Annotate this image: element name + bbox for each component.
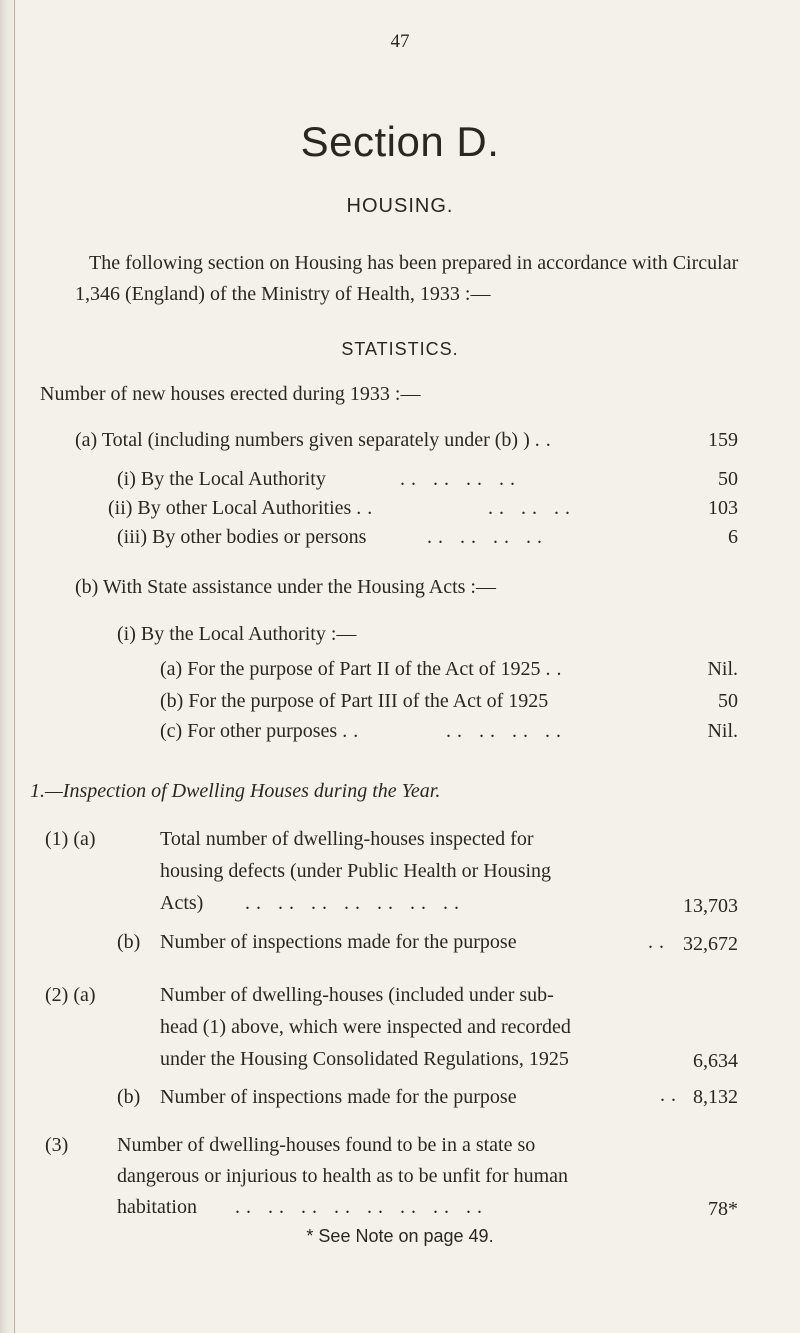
q1a-line-1: Total number of dwelling-houses inspected for <box>160 828 534 850</box>
leader-dots: .. <box>648 931 670 953</box>
state-item-1: (a) For the purpose of Part II of the Act of 1925 .. <box>160 658 568 680</box>
houses-item-3-value: 6 <box>728 526 738 548</box>
leader-dots: .. .. .. .. <box>427 526 548 548</box>
q2b-value: 8,132 <box>693 1086 738 1108</box>
q1b-label: Number of inspections made for the purpose <box>160 931 517 953</box>
state-item-1-value: Nil. <box>707 658 738 680</box>
section-title: Section D. <box>300 118 500 165</box>
q2a-number: (2) (a) <box>45 984 96 1006</box>
houses-item-3: (iii) By other bodies or persons <box>117 526 367 548</box>
state-item-2-value: 50 <box>718 690 738 712</box>
intro-text: The following section on Housing has been prepared in accordance with Circular 1,346 (England) of the Ministry of Health, 1933 :— <box>75 252 739 305</box>
q3-value: 78* <box>708 1198 738 1220</box>
footnote: * See Note on page 49. <box>306 1226 494 1246</box>
inspection-heading: 1.—Inspection of Dwelling Houses during the Year. <box>30 780 441 802</box>
q2a-value: 6,634 <box>693 1050 738 1072</box>
q1a-value: 13,703 <box>683 895 738 917</box>
intro-paragraph <box>75 248 765 310</box>
q2b-label: Number of inspections made for the purpose <box>160 1086 517 1108</box>
q2a-line-1: Number of dwelling-houses (included under sub- <box>160 984 554 1006</box>
statistics-heading: STATISTICS. <box>341 339 459 359</box>
leader-dots: .. .. .. .. .. .. .. .. <box>235 1196 488 1218</box>
leader-dots: .. .. .. .. .. .. .. <box>245 892 465 914</box>
q2a-line-2: head (1) above, which were inspected and recorded <box>160 1016 571 1038</box>
state-item-3-value: Nil. <box>707 720 738 742</box>
q1b-value: 32,672 <box>683 933 738 955</box>
leader-dots: .. .. .. .. <box>446 720 567 742</box>
houses-item-2: (ii) By other Local Authorities .. <box>108 497 379 519</box>
state-assistance-heading: (b) With State assistance under the Housing Acts :— <box>75 576 496 598</box>
total-value: 159 <box>708 429 738 451</box>
houses-item-1: (i) By the Local Authority <box>117 468 326 490</box>
q3-line-2: dangerous or injurious to health as to be unfit for human <box>117 1165 569 1187</box>
q3-number: (3) <box>45 1134 69 1156</box>
state-item-2: (b) For the purpose of Part III of the Act of 1925 <box>160 690 549 712</box>
total-label: (a) Total (including numbers given separately under (b) ) .. <box>75 429 557 451</box>
q1a-line-3: Acts) <box>160 892 204 914</box>
leader-dots: .. .. .. <box>488 497 576 519</box>
q2b-number: (b) <box>117 1086 141 1108</box>
q1a-line-2: housing defects (under Public Health or Housing <box>160 860 552 882</box>
q3-line-3: habitation <box>117 1196 197 1218</box>
state-item-3: (c) For other purposes .. <box>160 720 365 742</box>
leader-dots: .. .. .. .. <box>400 468 521 490</box>
leader-dots: .. <box>660 1084 682 1106</box>
houses-item-1-value: 50 <box>718 468 738 490</box>
q1a-number: (1) (a) <box>45 828 96 850</box>
q1b-number: (b) <box>117 931 141 953</box>
q2a-line-3: under the Housing Consolidated Regulations, 1925 <box>160 1048 569 1070</box>
housing-heading: HOUSING. <box>346 195 454 217</box>
new-houses-heading: Number of new houses erected during 1933 :— <box>40 383 421 405</box>
houses-item-2-value: 103 <box>708 497 738 519</box>
local-authority-heading: (i) By the Local Authority :— <box>117 623 357 645</box>
q3-line-1: Number of dwelling-houses found to be in a state so <box>117 1134 536 1156</box>
page-number: 47 <box>390 31 410 52</box>
